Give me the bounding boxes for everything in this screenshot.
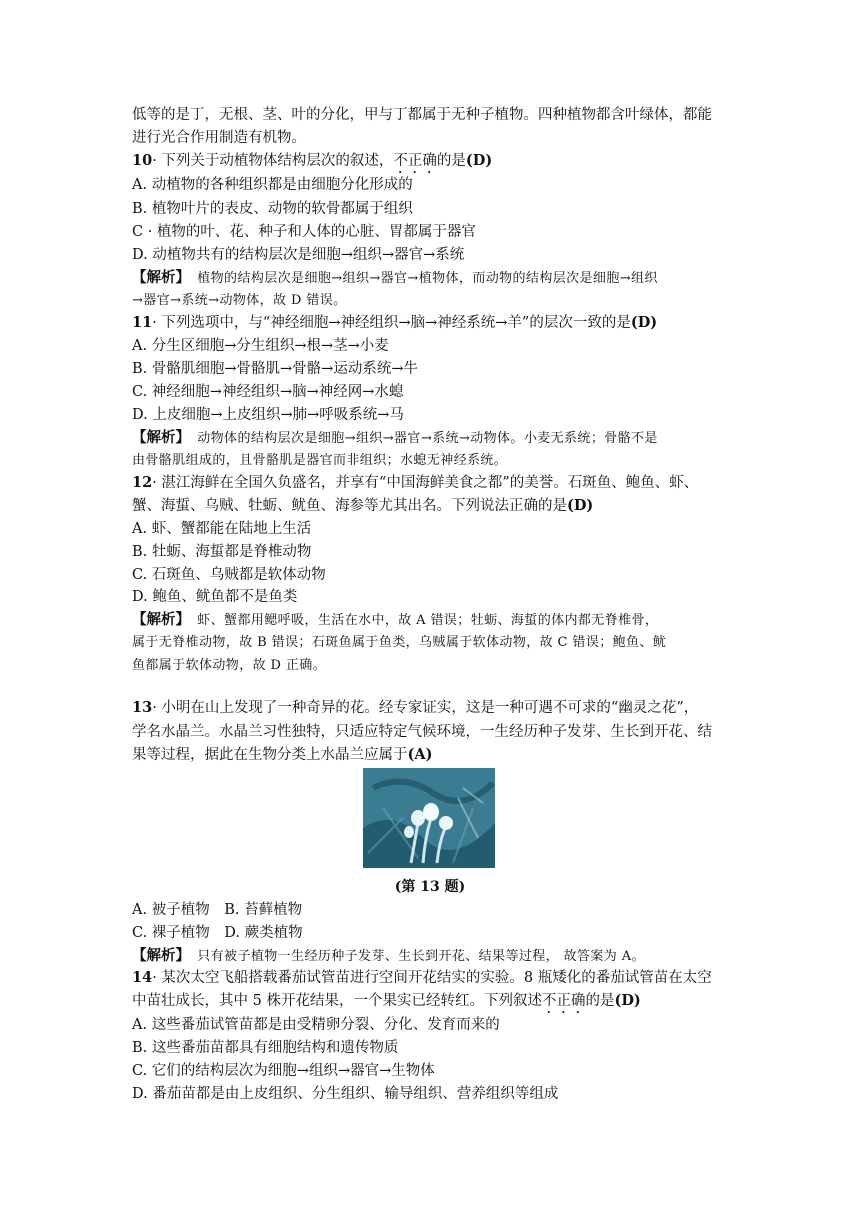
question-number: 13 [132, 699, 153, 716]
ghost-flower-photo [363, 768, 495, 868]
question-text: · 小明在山上发现了一种奇异的花。经专家证实，这是一种可遇不可求的“幽灵之花”， [152, 700, 699, 716]
option: B. 骨骼肌细胞→骨骼肌→骨骼→运动系统→牛 [132, 361, 418, 377]
option: A. 这些番茄试管苗都是由受精卵分裂、分化、发育而来的 [132, 1017, 500, 1033]
explanation [132, 428, 732, 449]
question-12 [132, 473, 732, 493]
option: D. 上皮细胞→上皮组织→肺→呼吸系统→马 [132, 407, 404, 423]
option: B. 植物叶片的表皮、动物的软骨都属于组织 [132, 201, 413, 217]
option: D. 动植物共有的结构层次是细胞→组织→器官→系统 [132, 247, 465, 263]
option: B. 这些番茄苗都具有细胞结构和遗传物质 [132, 1040, 399, 1056]
answer: (D) [614, 992, 641, 1009]
explanation-text: 由骨骼肌组成的，且骨骼肌是器官而非组织；水螅无神经系统。 [132, 453, 508, 468]
figure-caption: (第 13 题) [394, 879, 466, 895]
question-10 [132, 151, 732, 177]
question-text: 的是 [436, 153, 466, 169]
option: C. 它们的结构层次为细胞→组织→器官→生物体 [132, 1063, 435, 1079]
explanation-text: 只有被子植物一生经历种子发芽、生长到开花、结果等过程， 故答案为 A。 [197, 949, 645, 964]
question-number: 14 [132, 969, 153, 986]
explanation-label: 【解析】 [132, 947, 183, 964]
option: C · 植物的叶、花、种子和人体的心脏、胃都属于器官 [132, 224, 476, 240]
emphasis-text: 不正确 [541, 993, 586, 1009]
answer: (D) [630, 314, 658, 331]
question-text [132, 991, 732, 1017]
option: A. 虾、蟹都能在陆地上生活 [132, 521, 312, 537]
explanation-text: 植物的结构层次是细胞→组织→器官→植物体，而动物的结构层次是细胞→组织 [197, 271, 658, 286]
explanation-text: →器官→系统→动物体，故 D 错误。 [132, 293, 347, 308]
explanation-label: 【解析】 [132, 429, 183, 446]
answer: (A) [407, 746, 433, 763]
question-text: 学名水晶兰。水晶兰习性独特，只适应特定气候环境，一生经历种子发芽、生长到开花、结 [132, 724, 712, 740]
question-text: 的是 [585, 993, 615, 1009]
question-number: 11 [132, 314, 153, 331]
question-14 [132, 968, 732, 988]
question-text: 果等过程，据此在生物分类上水晶兰应属于 [132, 747, 408, 763]
option: A. 分生区细胞→分生组织→根→茎→小麦 [132, 338, 389, 354]
question-text: 中苗壮成长，其中 5 株开花结果，一个果实已经转红。下列叙述 [132, 993, 542, 1009]
option: A. 被子植物 B. 苔藓植物 [132, 902, 303, 918]
question-11 [132, 313, 732, 333]
text-line: 低等的是丁，无根、茎、叶的分化，甲与丁都属于无种子植物。四种植物都含叶绿体，都能 [132, 107, 712, 123]
explanation-text: 属于无脊椎动物，故 B 错误；石斑鱼属于鱼类，乌贼属于软体动物，故 C 错误；鲍鱼、鱿 [132, 635, 667, 650]
explanation [132, 268, 732, 289]
question-text: · 下列选项中，与“神经细胞→神经组织→脑→神经系统→羊”的层次一致的是 [152, 315, 631, 331]
question-text [132, 745, 732, 765]
question-number: 10 [132, 152, 153, 169]
question-text: · 湛江海鲜在全国久负盛名，并享有“中国海鲜美食之都”的美誉。石斑鱼、鲍鱼、虾、 [152, 475, 699, 491]
question-number: 12 [132, 474, 153, 491]
option: D. 番茄苗都是由上皮组织、分生组织、输导组织、营养组织等组成 [132, 1086, 559, 1102]
explanation-text: 动物体的结构层次是细胞→组织→器官→系统→动物体。小麦无系统；骨骼不是 [197, 431, 658, 446]
question-text: · 某次太空飞船搭载番茄试管苗进行空间开花结实的实验。8 瓶矮化的番茄试管苗在太空 [152, 970, 712, 986]
option: D. 鲍鱼、鱿鱼都不是鱼类 [132, 589, 298, 605]
question-text: · 下列关于动植物体结构层次的叙述， [152, 153, 394, 169]
text-line: 进行光合作用制造有机物。 [132, 130, 306, 146]
answer: (D) [465, 152, 493, 169]
question-text [132, 496, 732, 516]
option: C. 神经细胞→神经组织→脑→神经网→水螅 [132, 384, 404, 400]
answer: (D) [567, 497, 594, 514]
option: C. 裸子植物 D. 蕨类植物 [132, 925, 303, 941]
question-text: 蟹、海蜇、乌贼、牡蛎、鱿鱼、海参等尤其出名。下列说法正确的是 [132, 498, 567, 514]
explanation-text: 虾、蟹都用鳃呼吸，生活在水中，故 A 错误；牡蛎、海蜇的体内都无脊椎骨， [197, 613, 659, 628]
explanation [132, 946, 732, 967]
option: A. 动植物的各种组织都是由细胞分化形成的 [132, 177, 413, 193]
explanation [132, 610, 732, 631]
emphasis-text: 不正确 [393, 153, 437, 169]
explanation-text: 鱼都属于软体动物，故 D 正确。 [132, 658, 327, 673]
explanation-label: 【解析】 [132, 611, 183, 628]
question-13 [132, 698, 732, 718]
option: C. 石斑鱼、乌贼都是软体动物 [132, 567, 326, 583]
option: B. 牡蛎、海蜇都是脊椎动物 [132, 544, 312, 560]
explanation-label: 【解析】 [132, 269, 183, 286]
